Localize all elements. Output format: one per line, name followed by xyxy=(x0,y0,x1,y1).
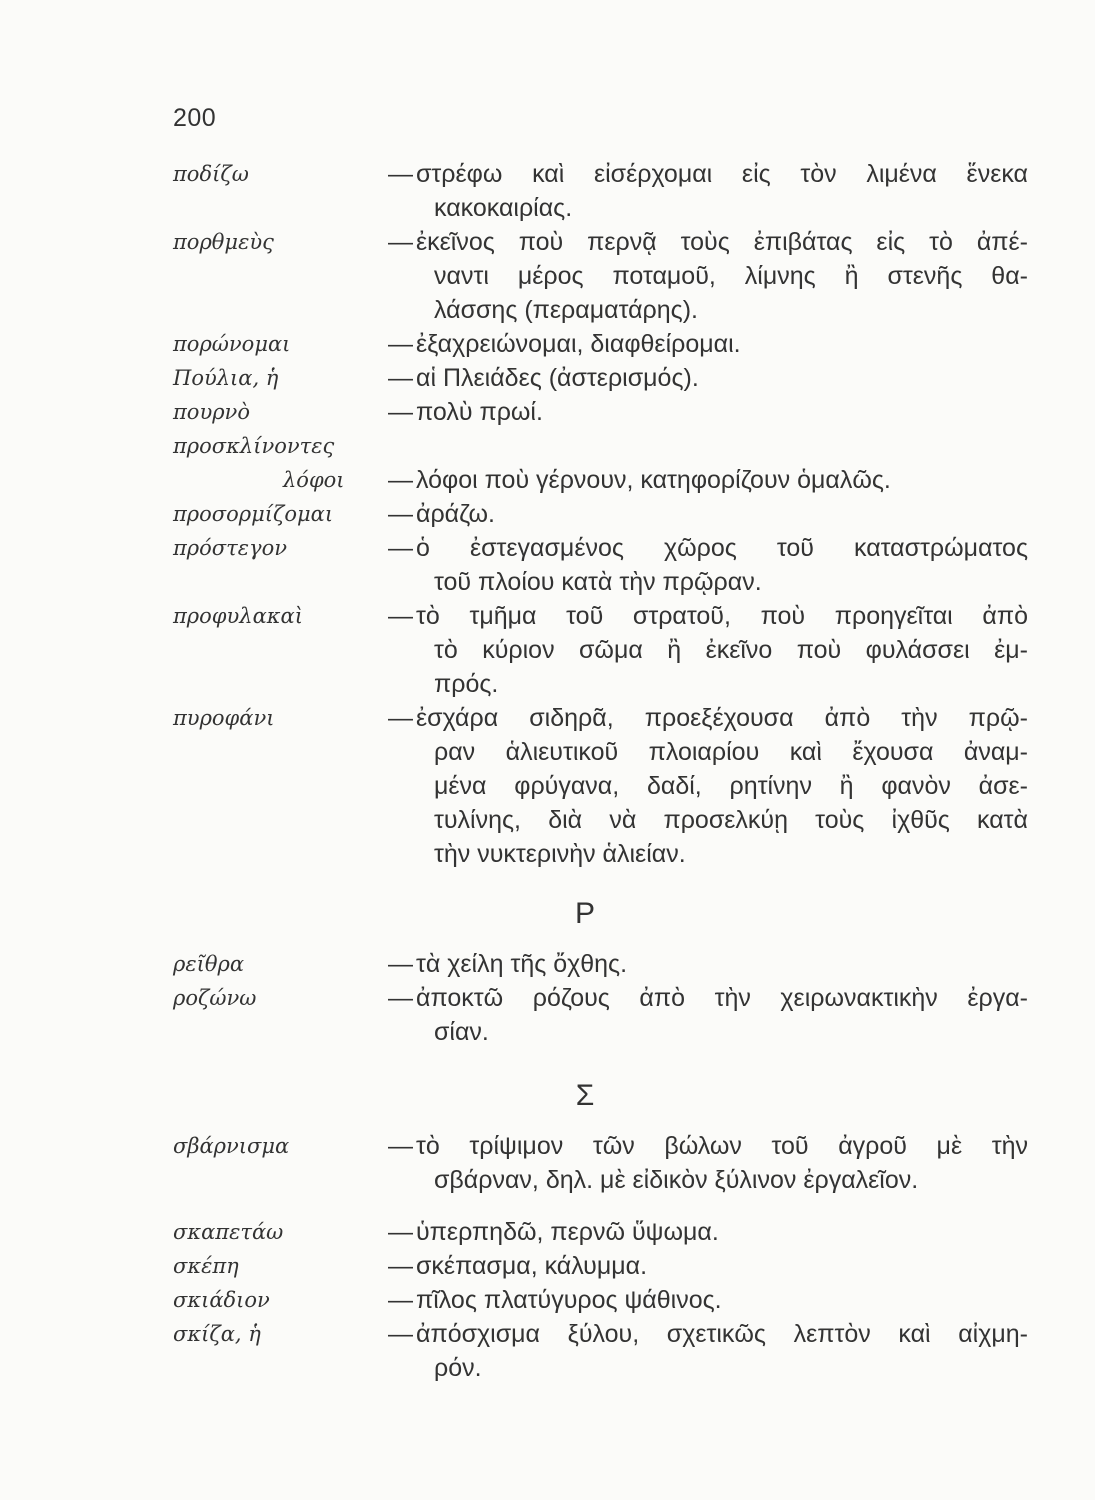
entry-term: ποδίζω xyxy=(173,162,249,186)
entry-term: ροζώνω xyxy=(173,986,257,1010)
definition-line: τοῦ πλοίου κατὰ τὴν πρῷραν. xyxy=(434,568,762,596)
entry-dash: — xyxy=(388,1252,413,1280)
glossary-entry xyxy=(0,327,1095,361)
entry-definition xyxy=(416,947,1028,981)
definition-line: αἱ Πλειάδες (ἀστερισμός). xyxy=(416,364,699,392)
entry-definition xyxy=(416,463,1028,497)
definition-line: σίαν. xyxy=(434,1018,489,1046)
entry-dash: — xyxy=(388,364,413,392)
entry-dash: — xyxy=(388,1320,413,1348)
entry-term: σβάρνισμα xyxy=(173,1134,290,1158)
entry-definition xyxy=(416,1129,1028,1197)
glossary-entry xyxy=(0,361,1095,395)
entry-term: πρόστεγον xyxy=(173,536,287,560)
definition-line: ρόν. xyxy=(434,1354,482,1382)
entry-definition xyxy=(416,497,1028,531)
entry-definition xyxy=(416,701,1028,871)
glossary-entry xyxy=(0,157,1095,225)
glossary-entry xyxy=(0,497,1095,531)
glossary-entry xyxy=(0,225,1095,327)
definition-line: πῖλος πλατύγυρος ψάθινος. xyxy=(416,1286,722,1314)
definition-line: λάσσης (περαματάρης). xyxy=(434,296,699,324)
entry-dash: — xyxy=(388,398,413,426)
entry-dash: — xyxy=(388,950,413,978)
definition-line: ἀπόσχισμα ξύλου, σχετικῶς λεπτὸν καὶ αἰχμη- xyxy=(416,1320,1028,1348)
entry-dash: — xyxy=(388,534,413,562)
definition-line: πολὺ πρωί. xyxy=(416,398,543,426)
glossary-entry xyxy=(0,1317,1095,1385)
glossary-entry xyxy=(0,1129,1095,1197)
entry-term: προσκλίνοντες xyxy=(173,434,335,458)
entry-definition xyxy=(416,1249,1028,1283)
entry-dash: — xyxy=(388,160,413,188)
entry-definition xyxy=(416,1283,1028,1317)
definition-line: τὸ τμῆμα τοῦ στρατοῦ, ποὺ προηγεῖται ἀπὸ xyxy=(416,602,1028,630)
entry-term: προσορμίζομαι xyxy=(173,502,334,526)
definition-line: κακοκαιρίας. xyxy=(434,194,573,222)
entry-term: λόφοι xyxy=(283,468,345,492)
entry-definition xyxy=(416,361,1028,395)
entry-dash: — xyxy=(388,466,413,494)
entry-definition xyxy=(416,981,1028,1049)
entry-dash: — xyxy=(388,1132,413,1160)
entry-definition xyxy=(416,1317,1028,1385)
entry-term: σκίζα, ἡ xyxy=(173,1322,261,1346)
glossary-entry xyxy=(0,1283,1095,1317)
definition-line: ἀποκτῶ ρόζους ἀπὸ τὴν χειρωνακτικὴν ἐργα- xyxy=(416,984,1028,1012)
entry-term: πυροφάνι xyxy=(173,706,275,730)
definition-line: τὴν νυκτερινὴν ἁλιείαν. xyxy=(434,840,686,868)
entry-definition xyxy=(416,531,1028,599)
definition-line: σβάρναν, δηλ. μὲ εἰδικὸν ξύλινον ἐργαλεῖον. xyxy=(434,1166,919,1194)
entry-term: πορώνομαι xyxy=(173,332,291,356)
glossary-entry xyxy=(0,395,1095,429)
entry-definition xyxy=(416,157,1028,225)
definition-line: τὸ τρίψιμον τῶν βώλων τοῦ ἀγροῦ μὲ τὴν xyxy=(416,1132,1028,1160)
entry-definition xyxy=(416,327,1028,361)
definition-line: ἀράζω. xyxy=(416,500,495,528)
definition-line: ραν ἁλιευτικοῦ πλοιαρίου καὶ ἔχουσα ἀναμ- xyxy=(434,738,1028,766)
glossary-entry xyxy=(0,599,1095,701)
definition-line: λόφοι ποὺ γέρνουν, κατηφορίζουν ὁμαλῶς. xyxy=(416,466,891,494)
definition-line: στρέφω καὶ εἰσέρχομαι εἰς τὸν λιμένα ἕνεκα xyxy=(416,160,1028,188)
entry-dash: — xyxy=(388,704,413,732)
entry-dash: — xyxy=(388,330,413,358)
glossary-entry xyxy=(0,429,1095,463)
definition-line: τυλίνης, διὰ νὰ προσελκύῃ τοὺς ἰχθῦς κατὰ xyxy=(434,806,1028,834)
glossary-entry xyxy=(0,981,1095,1049)
entry-dash: — xyxy=(388,1218,413,1246)
definition-line: ἐσχάρα σιδηρᾶ, προεξέχουσα ἀπὸ τὴν πρῷ- xyxy=(416,704,1028,732)
page-number: 200 xyxy=(173,104,217,132)
definition-line: μένα φρύγανα, δαδί, ρητίνην ἢ φανὸν ἀσε- xyxy=(434,772,1028,800)
section-letter-heading: Σ xyxy=(575,1079,595,1112)
entry-term: σκιάδιον xyxy=(173,1288,270,1312)
entry-dash: — xyxy=(388,228,413,256)
entry-term: σκαπετάω xyxy=(173,1220,284,1244)
definition-line: πρός. xyxy=(434,670,499,698)
glossary-entry xyxy=(0,1249,1095,1283)
entry-dash: — xyxy=(388,500,413,528)
glossary-entry xyxy=(0,701,1095,871)
definition-line: ὑπερπηδῶ, περνῶ ὕψωμα. xyxy=(416,1218,719,1246)
entry-term: ρεῖθρα xyxy=(173,952,245,976)
entry-term: προφυλακαὶ xyxy=(173,604,303,628)
definition-line: ἐκεῖνος ποὺ περνᾷ τοὺς ἐπιβάτας εἰς τὸ ἀπέ- xyxy=(416,228,1028,256)
entry-term: σκέπη xyxy=(173,1254,239,1278)
definition-line: τὰ χείλη τῆς ὄχθης. xyxy=(416,950,628,978)
entry-definition xyxy=(416,395,1028,429)
glossary-entry xyxy=(0,463,1095,497)
entry-dash: — xyxy=(388,1286,413,1314)
glossary xyxy=(0,157,1095,1385)
entry-definition xyxy=(416,599,1028,701)
entry-term: πουρνὸ xyxy=(173,400,250,424)
entry-term: Πούλια, ἡ xyxy=(173,366,279,390)
definition-line: ὁ ἐστεγασμένος χῶρος τοῦ καταστρώματος xyxy=(416,534,1028,562)
section-letter-heading: Ρ xyxy=(574,897,595,930)
definition-line: ναντι μέρος ποταμοῦ, λίμνης ἢ στενῆς θα- xyxy=(434,262,1028,290)
glossary-entry xyxy=(0,947,1095,981)
glossary-entry xyxy=(0,1215,1095,1249)
entry-term: πορθμεὺς xyxy=(173,230,274,254)
entry-definition xyxy=(416,225,1028,327)
entry-definition xyxy=(416,1215,1028,1249)
glossary-entry xyxy=(0,531,1095,599)
entry-dash: — xyxy=(388,602,413,630)
definition-line: σκέπασμα, κάλυμμα. xyxy=(416,1252,648,1280)
definition-line: τὸ κύριον σῶμα ἢ ἐκεῖνο ποὺ φυλάσσει ἐμ- xyxy=(434,636,1028,664)
definition-line: ἐξαχρειώνομαι, διαφθείρομαι. xyxy=(416,330,741,358)
entry-dash: — xyxy=(388,984,413,1012)
